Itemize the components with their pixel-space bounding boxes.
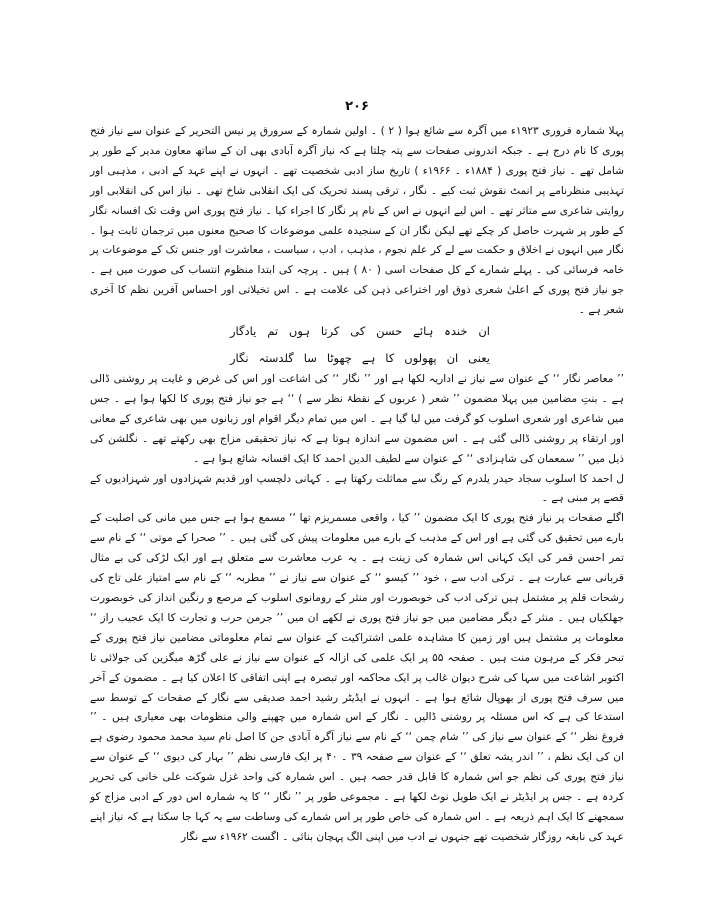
paragraph-intro: پہلا شمارہ فروری ۱۹۲۳ء میں آگرہ سے شائع ہوا ( ۲ ) ۔ اولین شمارہ کے سرورق پر نیس التحریر کے عنوان سے نیاز فتح پوری کا نام درج ہے ۔ جبکہ اندرونی صفحات سے پتہ چلتا ہے کہ نیاز آگرہ آبادی بھی ان کے ساتھ معاون مدیر کے طور پر شامل تھے ۔ نیاز فتح پوری ( ۱۸۸۴ء ۔ ۱۹۶۶ء ) تاریخ ساز ادبی شخصیت تھے ۔ انہوں نے اپنے عہد کے ادبی ، مذہبی اور تہذیبی منظرنامے پر انمٹ نقوش ثبت کیے ۔ نگار ، ترقی پسند تحریک کی ایک انقلابی شاخ تھی ۔ نیاز اس کی انقلابی اور روایتی شاعری سے متاثر تھے ۔ اس لیے انہوں نے اس کے نام پر نگار کا اجراء کیا ۔ نیاز فتح پوری اس وقت تک افسانہ نگار کے طور پر شہرت حاصل کر چکے تھے لیکن نگار ان کے سنجیدہ علمی موضوعات کا صحیح معنوں میں ترجمان ثابت ہوا ۔ نگار میں انہوں نے اخلاق و حکمت سے لے کر علم نجوم ، مذہب ، ادب ، سیاست ، معاشرت اور جنس تک کے موضوعات پر خامہ فرسائی کی ۔ پہلے شمارے کے کل صفحات اسی ( ۸۰ ) ہیں ۔ پرچہ کی ابتدا منظوم انتساب کی صورت میں ہے ۔ جو نیاز فتح پوری کے اعلیٰ شعری ذوق اور اختراعی ذہن کی علامت ہے ۔ اس تخیلاتی اور احساس آفرین نظم کا آخری شعر ہے ۔ — [90, 125, 624, 317]
paragraph-contents: ’’ معاصر نگار ‘‘ کے عنوان سے نیاز نے اداریہ لکھا ہے اور ’’ نگار ‘‘ کی اشاعت اور اس کی غرض و غایت پر روشنی ڈالی ہے ۔ بنتِ مضامین میں پہلا مضمون ’’ شعر ( عربوں کے نقطۂ نظر سے ) ‘‘ ہے جو نیاز فتح پوری کا لکھا ہوا ہے ۔ جس میں شاعری اور شعری اسلوب کو گرفت میں لیا گیا ہے ۔ اس میں تمام دیگر اقوام اور زبانوں میں بھی شاعری کے معانی اور ارتقاء پر روشنی ڈالی گئی ہے ۔ اس مضمون سے اندازہ ہوتا ہے کہ نیاز تحقیقی مزاج بھی رکھتے تھے ۔ نگلشن کی ذیل میں ’’ سمعمان کی شاہزادی ‘‘ کے عنوان سے لطیف الدین احمد کا ایک افسانہ شائع ہوا ہے ۔ — [90, 373, 624, 465]
paragraph-style-note: ل احمد کا اسلوب سجاد حیدر یلدرم کے رنگ سے مماثلت رکھتا ہے ۔ کہانی دلچسپ اور قدیم شہزادوں اور شہزادیوں کے قصے پر مبنی ہے ۔ — [90, 472, 624, 505]
page-number: ۲۰۶ — [345, 99, 369, 114]
body-text — [90, 370, 624, 848]
poetry-couplet — [230, 318, 490, 372]
couplet-line-2: یعنی ان پھولوں کا ہے چھوٹا سا گلدستہ نگار — [230, 351, 490, 365]
paragraph-articles: اگلے صفحات پر نیاز فتح پوری کا ایک مضمون ’’ کیا ، واقعی مسمریزم تھا ‘‘ مسمع ہوا ہے جس میں مانی کی اصلیت کے بارے میں تحقیق کی گئی ہے اور اس کے مذہب کے بارے میں معلومات پیش کی گئی ہیں ۔ ’’ صحرا کے موتی ‘‘ کے نام سے تمر احسن قمر کی ایک کہانی اس شمارہ کی زینت ہے ۔ یہ عرب معاشرت سے متعلق ہے اور ایک لڑکی کی بے مثال قربانی سے عبارت ہے ۔ ترکی ادب سے ، خود ’’ کیسو ‘‘ کے عنوان سے نیاز نے ’’ مطربہ ‘‘ کے نام سے امتیاز علی تاج کی رشحات قلم پر مشتمل ہیں ترکی ادب کی خوبصورت اور منثر کے رومانوی اسلوب کے مرصع و رنگین انداز کی خوبصورت جھلکیاں ہیں ۔ منثر کے دیگر مضامین میں جو نیاز فتح پوری نے لکھے ان میں ’’ جرمن حرب و تجارت کا ایک عجیب راز ‘‘ معلومات پر مشتمل ہیں اور زمین کا مشاہدہ علمی اشتراکیت کے عنوان سے تمام معلوماتی مضامین نیاز فتح پوری کے تبحر فکر کے مرہون منت ہیں ۔ صفحہ ۵۵ پر ایک علمی کی ازالہ کے عنوان سے نیاز نے علی گڑھ میگزین کی جولائی تا اکتوبر اشاعت میں سہا کی شرح دیوان غالب پر ایک محاکمہ اور تبصرہ ہے اپنی اتفاقی کا اعلان کیا ہے ۔ مضمون کے آخر میں سرف فتح پوری از بھوپال شائع ہوا ہے ۔ انہوں نے ایڈیٹر رشید احمد صدیقی سے نگار کے صفحات کے توسط سے استدعا کی ہے کہ اس مسئلہ پر روشنی ڈالیں ۔ نگار کے اس شمارہ میں چھپنے والی منظومات بھی معیاری ہیں ۔ ’’ فروغ نظر ‘‘ کے عنوان سے نیاز کی ’’ شام چمن ‘‘ کے نام سے نیاز آگرہ آبادی جن کا اصل نام سید محمد محمود رضوی ہے ان کی ایک نظم ، ’’ اندر یشہ تعلق ‘‘ کے عنوان سے صفحہ ۳۹ ۔ ۴۰ پر ایک فارسی نظم ’’ بہار کی دیوی ‘‘ کے عنوان سے نیاز فتح پوری کی نظم جو اس شمارہ کا قابل قدر حصہ ہیں ۔ اس شمارہ کی واحد غزل شوکت علی خانی کی تحریر کردہ ہے ۔ جس پر ایڈیٹر نے ایک طویل نوٹ لکھا ہے ۔ مجموعی طور پر ’’ نگار ‘‘ کا یہ شمارہ اس دور کے ادبی مزاج کو سمجھنے کا ایک اہم ذریعہ ہے ۔ اس شمارہ کی خاص طور پر اس شمارے کی وساطت سے یہ کہا جا سکتا ہے کہ نیاز اپنے عہد کی نابغہ روزگار شخصیت تھے جنہوں نے ادب میں اپنی الگ پہچان بنائی ۔ اگست ۱۹۶۲ء سے نگار — [90, 512, 625, 843]
couplet-line-1: ان خندہ ہائے حسن کی کرتا ہوں تم یادگار — [230, 324, 490, 338]
